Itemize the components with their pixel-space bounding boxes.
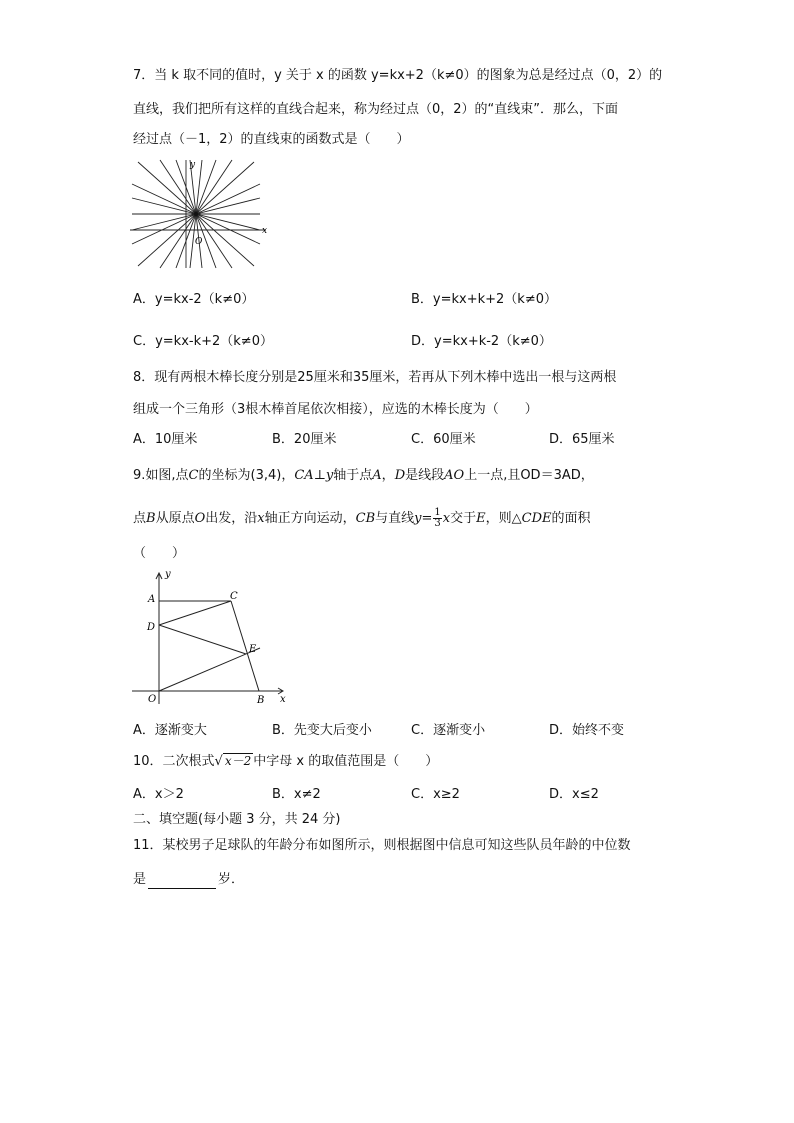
q10-option-d[interactable]: D．x≤2 (549, 787, 599, 802)
q9-math: AO (444, 468, 465, 483)
q9-fraction-denominator: 3 (434, 518, 441, 529)
q8-option-a[interactable]: A．10厘米 (133, 432, 198, 447)
q8-option-d[interactable]: D．65厘米 (549, 432, 615, 447)
q7-y-label: y (190, 160, 196, 170)
q10-option-c[interactable]: C．x≥2 (411, 787, 460, 802)
q11-text: 是 (133, 872, 147, 887)
q9-text: 出发，沿 (205, 511, 258, 526)
q8-line-2: 组成一个三角形（3根木棒首尾依次相接），应选的木棒长度为（ ） (133, 402, 538, 417)
q9-line-3: （ ） (133, 546, 186, 561)
q7-line-3: 经过点（－1，2）的直线束的函数式是（ ） (133, 132, 410, 147)
q7-common-point (194, 212, 198, 216)
q9-math: CDE (521, 511, 552, 526)
q11-answer-blank[interactable] (148, 874, 216, 889)
q11-line-1: 11．某校男子足球队的年龄分布如图所示，则根据图中信息可知这些队员年龄的中位数 (133, 838, 631, 853)
q10-text: 10．二次根式 (133, 754, 215, 769)
q7-option-d[interactable]: D．y=kx+k-2（k≠0） (411, 334, 552, 349)
q9-math: A (372, 468, 382, 483)
q9-geometry-figure (128, 566, 296, 706)
q9-text: ，则△ (485, 511, 522, 526)
q9-math: C (188, 468, 199, 483)
q9-segment-de (159, 625, 246, 654)
q9-label-x: x (280, 694, 286, 705)
q7-line-bundle-figure (130, 158, 275, 270)
q9-text: 交于 (450, 511, 477, 526)
q7-option-b[interactable]: B．y=kx+k+2（k≠0） (411, 292, 558, 307)
q10-radicand: x－2 (224, 754, 252, 768)
q9-math: O (194, 511, 206, 526)
q9-math: y (325, 468, 334, 483)
q7-option-c[interactable]: C．y=kx-k+2（k≠0） (133, 334, 273, 349)
q10-text: 中字母 x 的取值范围是（ ） (253, 754, 439, 769)
q9-text: 点 (133, 511, 147, 526)
q9-text: 的面积 (551, 511, 591, 526)
q11-line-2 (133, 871, 244, 889)
q9-math: CB (355, 511, 376, 526)
q9-label-e: E (249, 644, 257, 655)
q9-math: x (442, 511, 451, 526)
q9-text: 9.如图,点 (133, 468, 189, 483)
q9-label-b: B (257, 695, 265, 706)
q9-label-c: C (230, 591, 238, 602)
q9-math: CA (294, 468, 314, 483)
q9-math: B (146, 511, 156, 526)
q7-option-a[interactable]: A．y=kx-2（k≠0） (133, 292, 255, 307)
q9-text: ， (381, 468, 395, 483)
q8-line-1: 8．现有两根木棒长度分别是25厘米和35厘米，若再从下列木棒中选出一根与这两根 (133, 370, 617, 385)
q9-text: 轴正方向运动， (264, 511, 356, 526)
q9-text: 与直线 (375, 511, 415, 526)
q9-option-a[interactable]: A．逐渐变大 (133, 723, 207, 738)
q9-segment-dc (159, 601, 231, 625)
q9-option-d[interactable]: D．始终不变 (549, 723, 625, 738)
q10-option-b[interactable]: B．x≠2 (272, 787, 321, 802)
q9-math: = (421, 511, 433, 526)
q10-option-a[interactable]: A．x＞2 (133, 787, 184, 802)
q9-math: y (414, 511, 422, 526)
q8-option-b[interactable]: B．20厘米 (272, 432, 337, 447)
q7-x-label: x (262, 226, 268, 236)
q7-line-2: 直线，我们把所有这样的直线合起来，称为经过点（0，2）的“直线束”．那么，下面 (133, 102, 619, 117)
q9-line-1 (133, 467, 594, 485)
q9-text: 从原点 (155, 511, 195, 526)
q8-option-c[interactable]: C．60厘米 (411, 432, 476, 447)
q9-text: 是线段 (405, 468, 445, 483)
q9-option-b[interactable]: B．先变大后变小 (272, 723, 372, 738)
q9-math: E (476, 511, 486, 526)
q9-label-y: y (165, 569, 171, 580)
q9-fraction-numerator: 1 (434, 507, 441, 518)
q9-text: 的坐标为(3,4)， (198, 468, 295, 483)
q7-origin-label: O (195, 237, 203, 247)
q9-label-d: D (147, 622, 156, 633)
q9-label-o: O (148, 694, 157, 705)
section-2-title: 二、填空题(每小题 3 分，共 24 分) (133, 812, 341, 827)
q9-text: 上一点,且OD＝3AD， (464, 468, 594, 483)
q9-line-y-third-x (159, 648, 260, 691)
q10-line (133, 753, 438, 771)
q9-label-a: A (148, 594, 156, 605)
q11-text: 岁． (218, 872, 245, 887)
q9-math: D (394, 468, 406, 483)
q9-math: ⊥ (313, 468, 326, 483)
q9-text: 轴于点 (333, 468, 373, 483)
q9-fraction (433, 508, 441, 529)
radical-sign: √ (214, 754, 223, 769)
q9-math: x (257, 511, 265, 526)
q9-line-2 (133, 508, 591, 529)
q7-line-1: 7．当 k 取不同的值时，y 关于 x 的函数 y=kx+2（k≠0）的图象为总是经过点（0，2）的 (133, 68, 663, 83)
q9-option-c[interactable]: C．逐渐变小 (411, 723, 486, 738)
